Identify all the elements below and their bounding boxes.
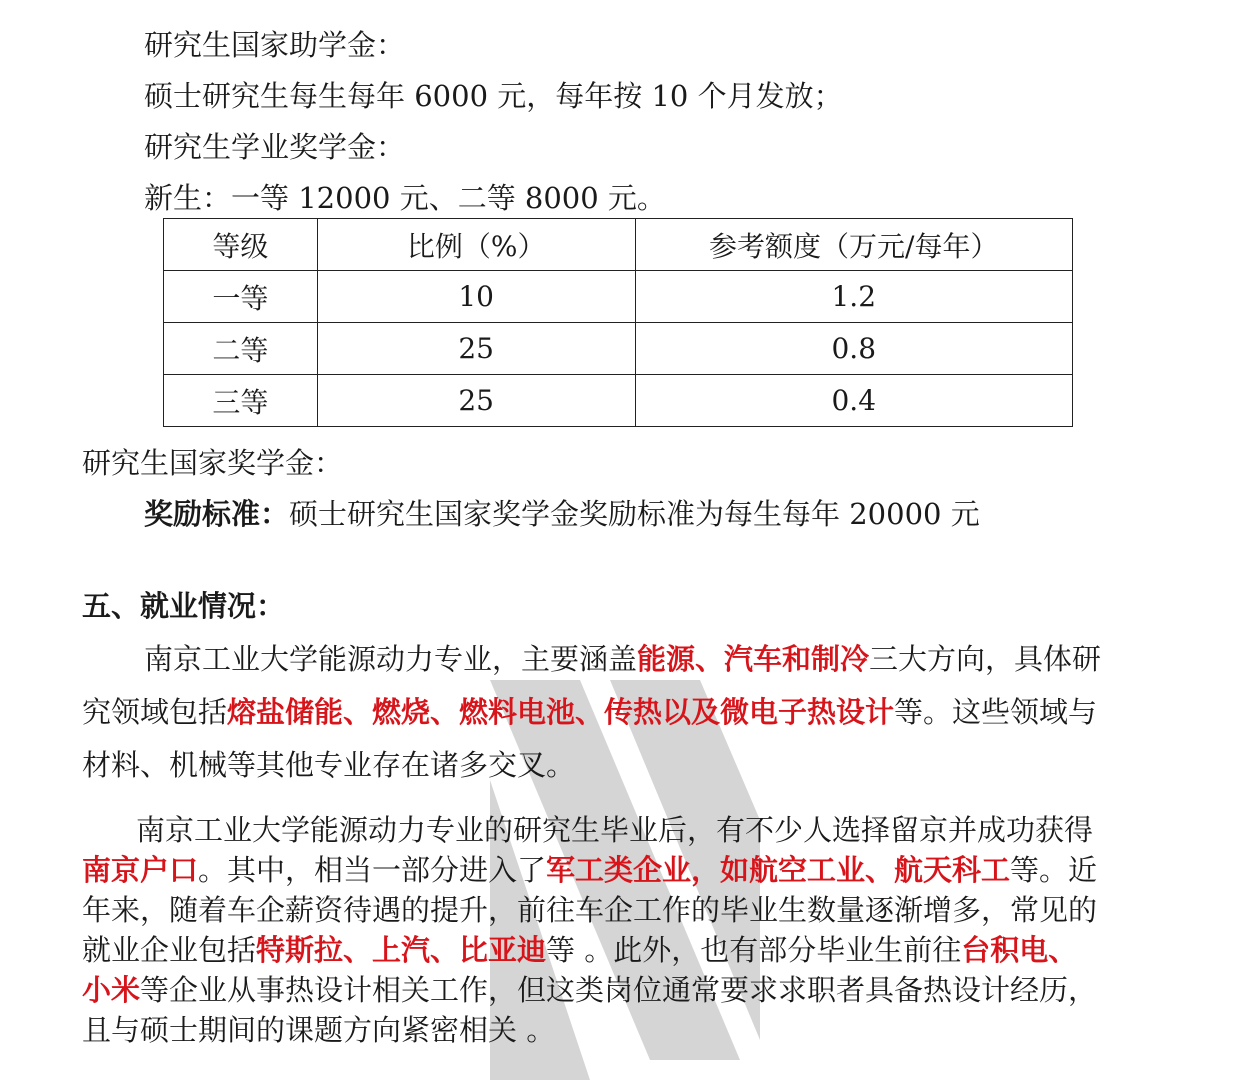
employment-paragraph-2 [82, 810, 1162, 1050]
scholarship-table [163, 218, 1073, 427]
p2-text: 等。近 [1010, 853, 1098, 887]
p1-highlight-directions: 能源、汽车和制冷 [637, 642, 870, 676]
table-row [164, 323, 1073, 375]
table-cell: 1.2 [635, 271, 1073, 323]
p1-text: 材料、机械等其他专业存在诸多交叉。 [82, 748, 576, 782]
table-row [164, 271, 1073, 323]
p2-text: 等企业从事热设计相关工作，但这类岗位通常要求求职者具备热设计经历， [140, 973, 1098, 1007]
table-cell: 三等 [164, 375, 318, 427]
national-grant-detail: 硕士研究生每生每年 6000 元，每年按 10 个月发放； [144, 79, 843, 113]
p1-text: 南京工业大学能源动力专业，主要涵盖 [144, 642, 638, 676]
table-header-cell: 参考额度（万元/每年） [635, 219, 1073, 271]
p2-text: 且与硕士期间的课题方向紧密相关 。 [82, 1013, 556, 1047]
award-standard [144, 495, 980, 533]
section-title-employment: 五、就业情况： [82, 589, 286, 623]
employment-paragraph-1 [82, 633, 1162, 792]
table-cell: 25 [317, 375, 635, 427]
table-header-cell: 等级 [164, 219, 318, 271]
p2-highlight-xiaomi: 小米 [82, 973, 141, 1007]
p2-highlight-military: 军工类企业，如航空工业、航天科工 [546, 853, 1011, 887]
table-cell: 10 [317, 271, 635, 323]
table-row [164, 375, 1073, 427]
award-standard-text: 硕士研究生国家奖学金奖励标准为每生每年 20000 元 [289, 497, 980, 531]
p2-text: 。其中，相当一部分进入了 [198, 853, 547, 887]
table-cell: 二等 [164, 323, 318, 375]
p1-text: 等。这些领域与 [894, 695, 1098, 729]
national-grant-heading: 研究生国家助学金： [144, 28, 406, 62]
p2-text: 就业企业包括 [82, 933, 257, 967]
table-cell: 一等 [164, 271, 318, 323]
national-scholarship-heading: 研究生国家奖学金： [82, 446, 344, 480]
award-standard-label: 奖励标准： [144, 497, 290, 531]
academic-scholarship-heading: 研究生学业奖学金： [144, 130, 406, 164]
table-header-row [164, 219, 1073, 271]
p2-text: 等 。此外，也有部分毕业生前往 [546, 933, 962, 967]
p2-highlight-tsmc: 台积电、 [961, 933, 1078, 967]
p1-text: 究领域包括 [82, 695, 228, 729]
p2-highlight-auto: 特斯拉、上汽、比亚迪 [256, 933, 547, 967]
p1-text: 三大方向，具体研 [869, 642, 1102, 676]
freshman-scholarship: 新生：一等 12000 元、二等 8000 元。 [144, 181, 666, 215]
p2-text: 年来，随着车企薪资待遇的提升，前往车企工作的毕业生数量逐渐增多，常见的 [82, 893, 1098, 927]
table-header-cell: 比例（%） [317, 219, 635, 271]
p1-highlight-fields: 熔盐储能、燃烧、燃料电池、传热以及微电子热设计 [227, 695, 895, 729]
p2-highlight-hukou: 南京户口 [82, 853, 199, 887]
p2-text: 南京工业大学能源动力专业的研究生毕业后，有不少人选择留京并成功获得 [136, 813, 1094, 847]
table-cell: 25 [317, 323, 635, 375]
table-cell: 0.8 [635, 323, 1073, 375]
table-cell: 0.4 [635, 375, 1073, 427]
